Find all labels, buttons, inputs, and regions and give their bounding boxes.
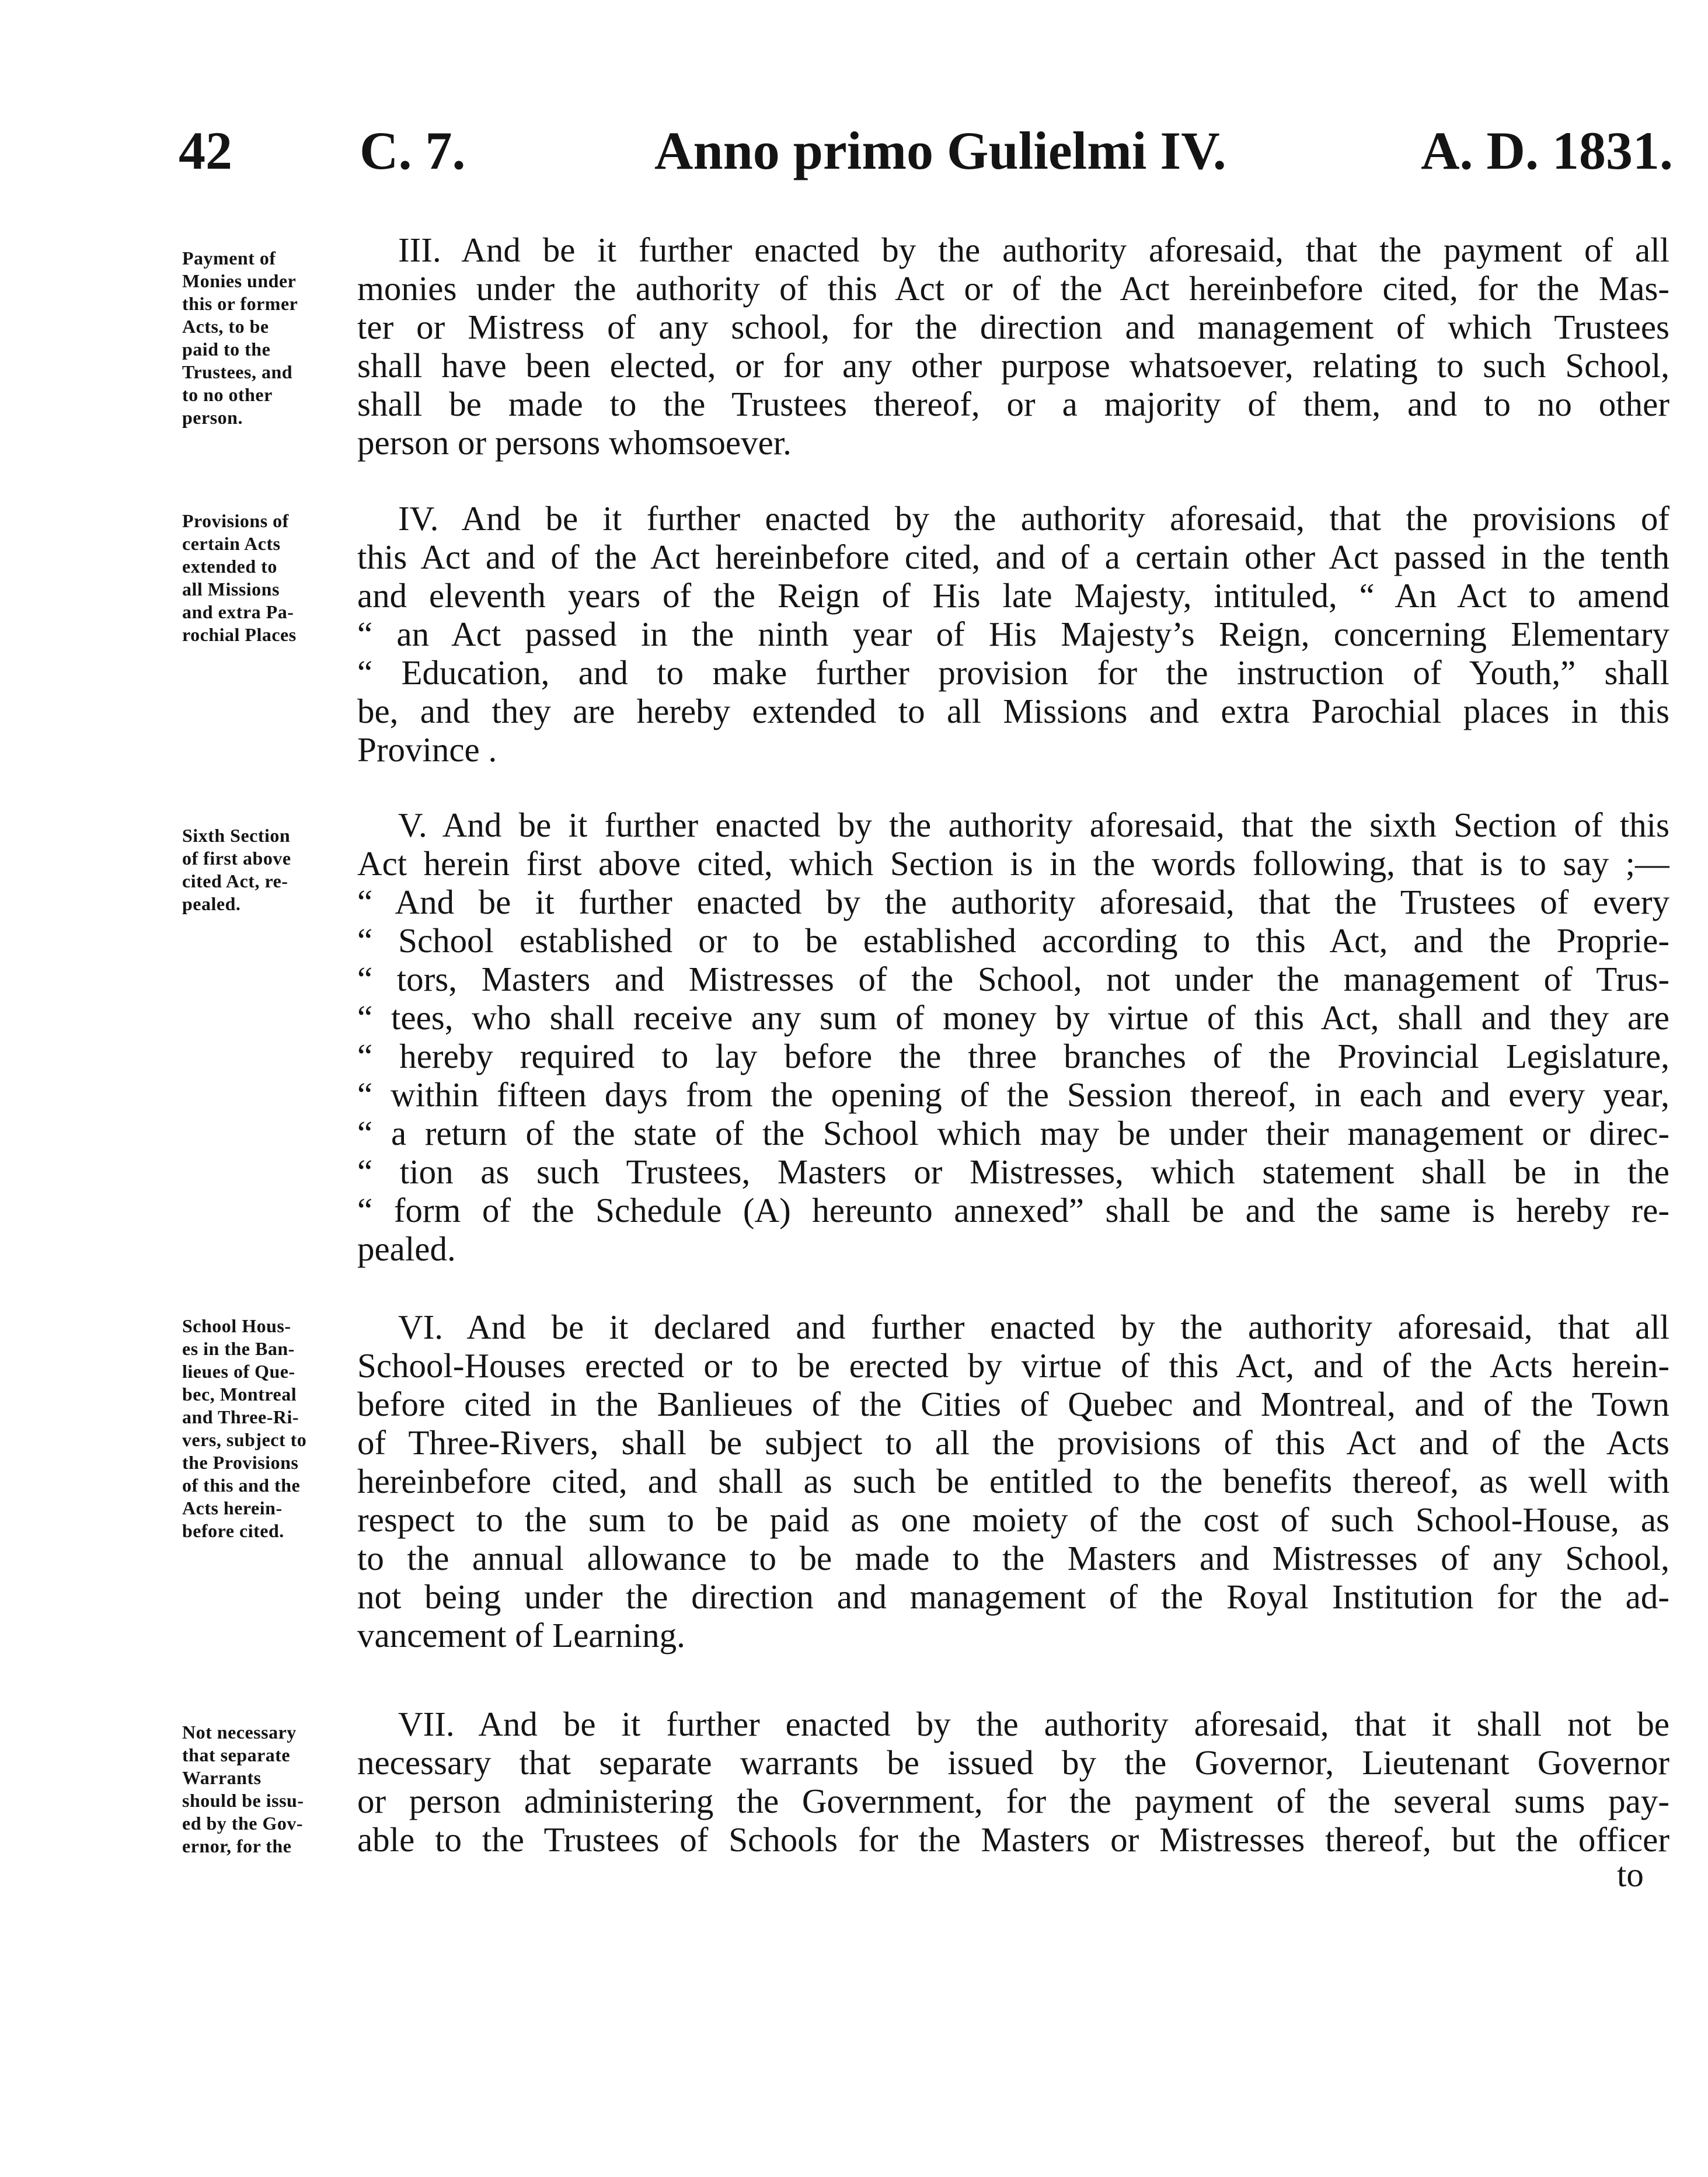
text-line: “ School established or to be established according to this Act, and the Proprie-: [357, 921, 1669, 960]
section-body: [357, 499, 1669, 769]
text-line: ter or Mistress of any school, for the direction and management of which Trustees: [357, 308, 1669, 346]
text-line: “ tion as such Trustees, Masters or Mistresses, which statement shall be in the: [357, 1152, 1669, 1191]
running-title: Anno primo Gulielmi IV.: [654, 121, 1226, 180]
text-line: monies under the authority of this Act or of the Act hereinbefore cited, for the Mas-: [357, 269, 1669, 308]
text-line: to the annual allowance to be made to the Masters and Mistresses of any School,: [357, 1539, 1669, 1577]
text-line: IV. And be it further enacted by the authority aforesaid, that the provisions of: [398, 499, 1669, 538]
section-body: [357, 1705, 1669, 1859]
chapter-number: C. 7.: [360, 121, 466, 180]
margin-note: School Hous- es in the Ban- lieues of Que- bec, Montreal and Three-Ri- vers, subject to the Provisions of this and the Acts herein- before cited.: [182, 1315, 307, 1541]
text-line: of Three-Rivers, shall be subject to all the provisions of this Act and of the Acts: [357, 1423, 1669, 1462]
text-line: respect to the sum to be paid as one moiety of the cost of such School-House, as: [357, 1500, 1669, 1539]
text-line: this Act and of the Act hereinbefore cited, and of a certain other Act passed in the tenth: [357, 538, 1669, 576]
margin-note: Payment of Monies under this or former Acts, to be paid to the Trustees, and to no other person.: [182, 248, 298, 428]
text-line: and eleventh years of the Reign of His late Majesty, intituled, “ An Act to amend: [357, 576, 1669, 615]
text-line: “ Education, and to make further provision for the instruction of Youth,” shall: [357, 653, 1669, 692]
text-line: Province .: [357, 730, 497, 769]
text-line: person or persons whomsoever.: [357, 423, 792, 462]
text-line: “ tees, who shall receive any sum of money by virtue of this Act, shall and they are: [357, 998, 1669, 1037]
text-line: vancement of Learning.: [357, 1616, 685, 1654]
section-body: [357, 1308, 1669, 1654]
text-line: School-Houses erected or to be erected by virtue of this Act, and of the Acts herein-: [357, 1346, 1669, 1385]
catchword: to: [1617, 1855, 1644, 1894]
text-line: V. And be it further enacted by the authority aforesaid, that the sixth Section of this: [398, 806, 1669, 844]
text-line: not being under the direction and management of the Royal Institution for the ad-: [357, 1577, 1669, 1616]
text-line: or person administering the Government, for the payment of the several sums pay-: [357, 1782, 1669, 1820]
margin-note: Provisions of certain Acts extended to all Missions and extra Pa- rochial Places: [182, 510, 297, 645]
text-line: VII. And be it further enacted by the authority aforesaid, that it shall not be: [398, 1705, 1669, 1743]
text-line: “ an Act passed in the ninth year of His Majesty’s Reign, concerning Elementary: [357, 615, 1669, 653]
page-header: [179, 104, 1673, 197]
text-line: “ a return of the state of the School which may be under their management or direc-: [357, 1114, 1669, 1152]
text-line: pealed.: [357, 1229, 456, 1268]
text-line: able to the Trustees of Schools for the Masters or Mistresses thereof, but the officer: [357, 1820, 1669, 1859]
text-line: “ And be it further enacted by the authority aforesaid, that the Trustees of every: [357, 883, 1669, 921]
text-line: VI. And be it declared and further enacted by the authority aforesaid, that all: [398, 1308, 1669, 1346]
text-line: shall have been elected, or for any other purpose whatsoever, relating to such School,: [357, 346, 1669, 385]
text-line: before cited in the Banlieues of the Cities of Quebec and Montreal, and of the Town: [357, 1385, 1669, 1423]
text-line: be, and they are hereby extended to all Missions and extra Parochial places in this: [357, 692, 1669, 730]
text-line: “ form of the Schedule (A) hereunto annexed” shall be and the same is hereby re-: [357, 1191, 1669, 1229]
section-body: [357, 231, 1669, 462]
text-line: Act herein first above cited, which Section is in the words following, that is to say ;—: [357, 844, 1669, 883]
text-line: “ tors, Masters and Mistresses of the School, not under the management of Trus-: [357, 960, 1669, 998]
text-line: “ hereby required to lay before the three branches of the Provincial Legislature,: [357, 1037, 1669, 1075]
text-line: shall be made to the Trustees thereof, or a majority of them, and to no other: [357, 385, 1669, 423]
text-line: hereinbefore cited, and shall as such be entitled to the benefits thereof, as well with: [357, 1462, 1669, 1500]
margin-note: Not necessary that separate Warrants should be issu- ed by the Gov- ernor, for the: [182, 1722, 304, 1856]
section-body: [357, 806, 1669, 1268]
text-line: III. And be it further enacted by the authority aforesaid, that the payment of all: [398, 231, 1669, 269]
text-line: necessary that separate warrants be issued by the Governor, Lieutenant Governor: [357, 1743, 1669, 1782]
margin-note: Sixth Section of first above cited Act, re- pealed.: [182, 825, 291, 914]
text-line: “ within fifteen days from the opening of the Session thereof, in each and every year,: [357, 1075, 1669, 1114]
year-heading: A. D. 1831.: [1421, 121, 1673, 180]
page-number: 42: [179, 121, 232, 180]
